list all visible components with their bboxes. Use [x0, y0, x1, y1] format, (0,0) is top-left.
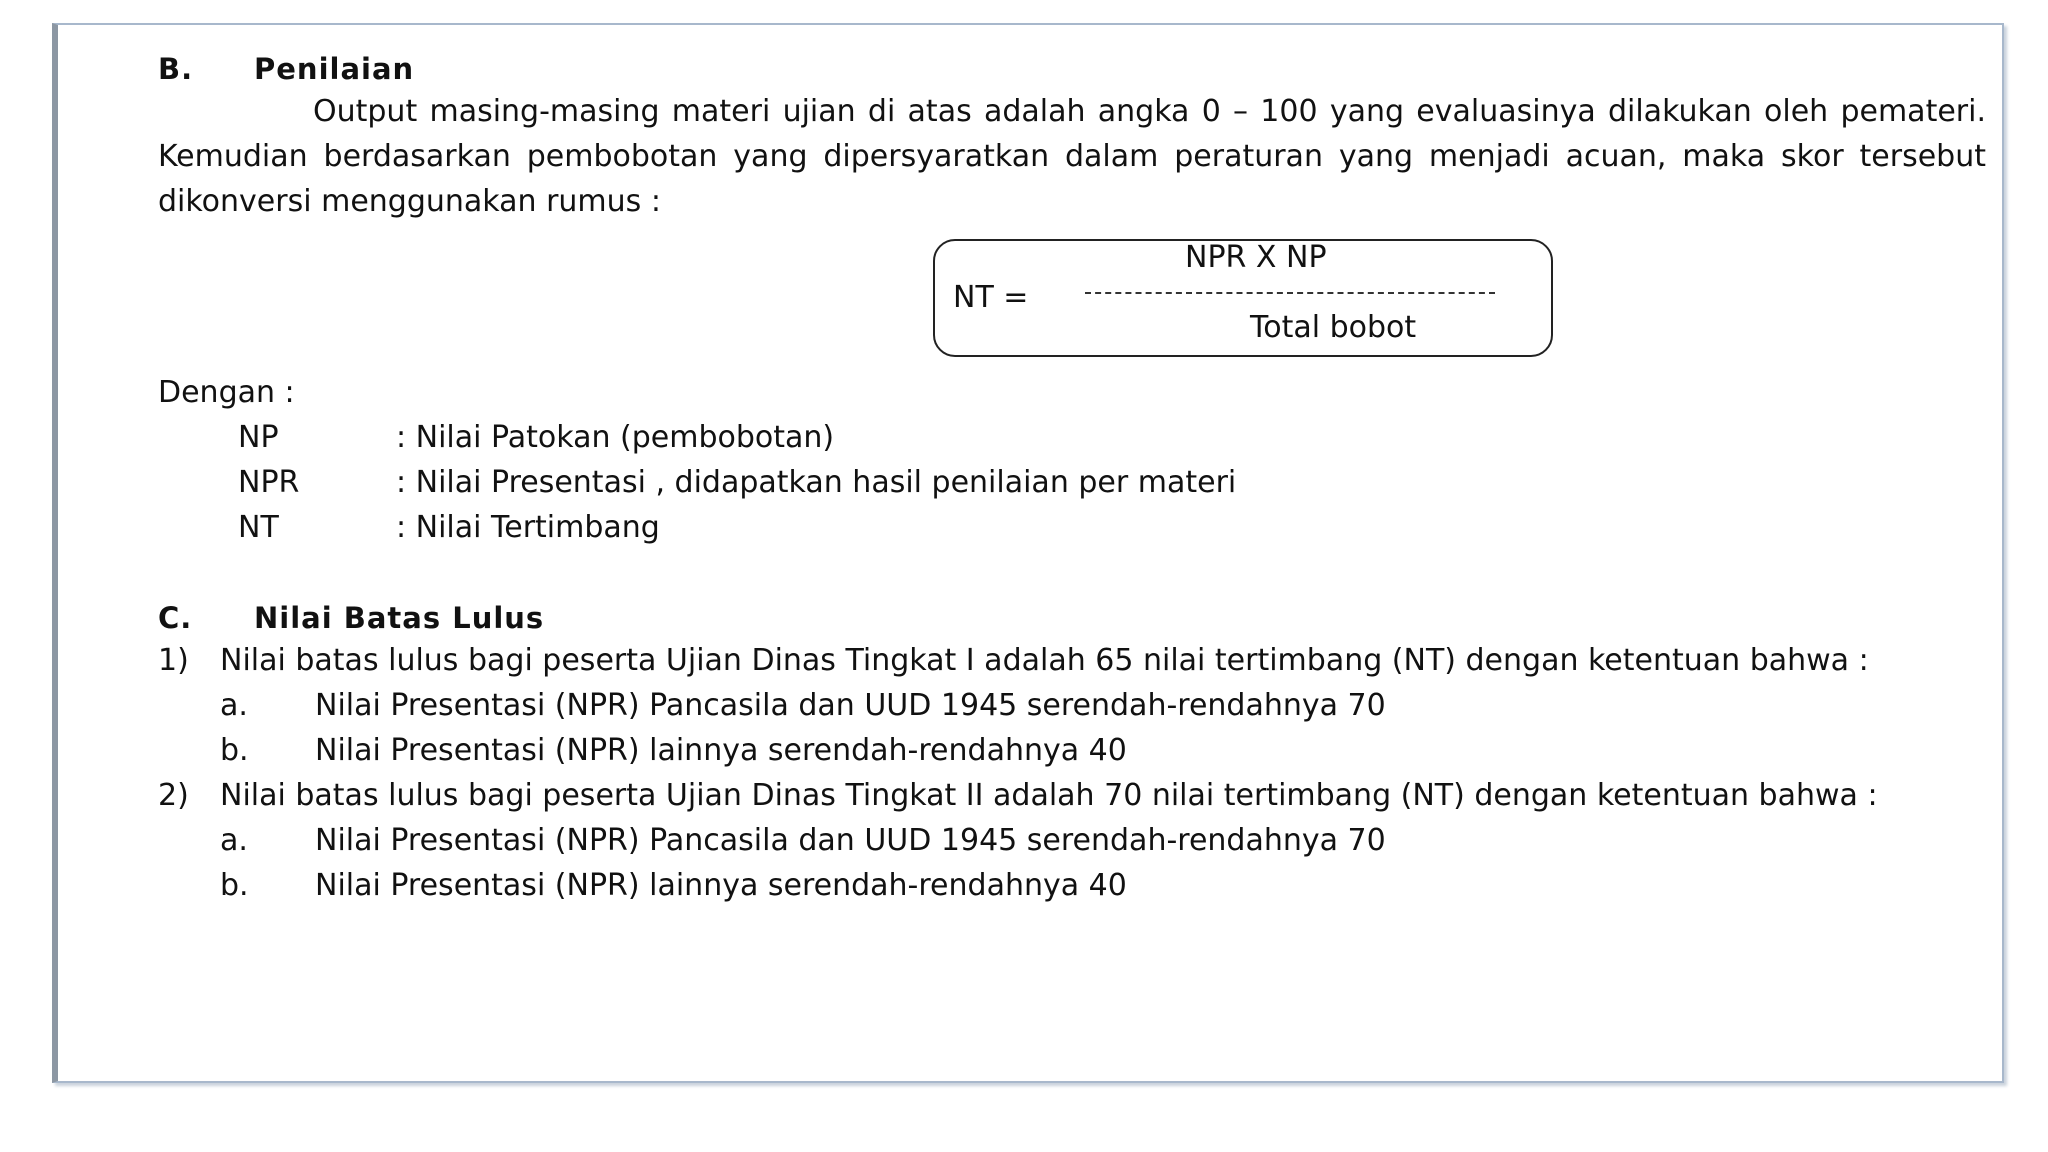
section-b-heading: [158, 47, 1986, 89]
formula-numerator: NPR X NP: [1185, 240, 1327, 275]
definition-row: [158, 415, 1986, 460]
sub-item-text: Nilai Presentasi (NPR) lainnya serendah-rendahnya 40: [315, 868, 1127, 903]
numbered-item: [158, 638, 1986, 683]
formula-fraction-line: [1085, 292, 1495, 294]
item-number: 1): [158, 643, 189, 678]
definition-abbr: NT: [238, 510, 279, 545]
sub-item: [158, 818, 1986, 863]
definition-desc: : Nilai Tertimbang: [396, 510, 660, 545]
section-c-title: Nilai Batas Lulus: [254, 601, 545, 635]
section-b-paragraph: [158, 89, 1986, 224]
definition-row: [158, 460, 1986, 505]
sub-item: [158, 683, 1986, 728]
sub-item-text: Nilai Presentasi (NPR) lainnya serendah-rendahnya 40: [315, 733, 1127, 768]
sub-item-label: b.: [220, 868, 249, 903]
section-b-letter: B.: [158, 52, 194, 86]
definition-desc: : Nilai Presentasi , didapatkan hasil penilaian per materi: [396, 465, 1237, 500]
sub-item-label: a.: [220, 688, 248, 723]
section-b-title: Penilaian: [254, 52, 415, 86]
sub-item-label: a.: [220, 823, 248, 858]
document-frame: [52, 23, 2004, 1083]
section-b-paragraph-text: Output masing-masing materi ujian di atas adalah angka 0 – 100 yang evaluasinya dilakukan oleh pemateri. Kemudian berdasarkan pembobotan yang dipersyaratkan dalam peraturan yang menjadi acuan, maka skor tersebut dikonversi menggunakan rumus :: [158, 94, 1986, 219]
sub-item-text: Nilai Presentasi (NPR) Pancasila dan UUD 1945 serendah-rendahnya 70: [315, 823, 1386, 858]
formula-box: [933, 239, 1553, 357]
section-c-heading: [158, 596, 1986, 638]
sub-item-label: b.: [220, 733, 249, 768]
definition-row: [158, 505, 1986, 550]
formula-row: [158, 239, 1986, 364]
item-number: 2): [158, 778, 189, 813]
sub-item: [158, 863, 1986, 908]
formula-denominator: Total bobot: [1250, 310, 1417, 345]
item-text: Nilai batas lulus bagi peserta Ujian Dinas Tingkat I adalah 65 nilai tertimbang (NT) dengan ketentuan bahwa :: [220, 643, 1869, 678]
sub-item-text: Nilai Presentasi (NPR) Pancasila dan UUD 1945 serendah-rendahnya 70: [315, 688, 1386, 723]
dengan-label: Dengan :: [158, 375, 295, 410]
sub-item: [158, 728, 1986, 773]
definition-abbr: NPR: [238, 465, 300, 500]
item-text: Nilai batas lulus bagi peserta Ujian Dinas Tingkat II adalah 70 nilai tertimbang (NT) dengan ketentuan bahwa :: [220, 778, 1878, 813]
document-body: [158, 47, 1986, 908]
definition-abbr: NP: [238, 420, 279, 455]
formula-lhs: NT =: [953, 280, 1029, 315]
section-c-letter: C.: [158, 601, 193, 635]
numbered-item: [158, 773, 1986, 818]
definition-desc: : Nilai Patokan (pembobotan): [396, 420, 835, 455]
